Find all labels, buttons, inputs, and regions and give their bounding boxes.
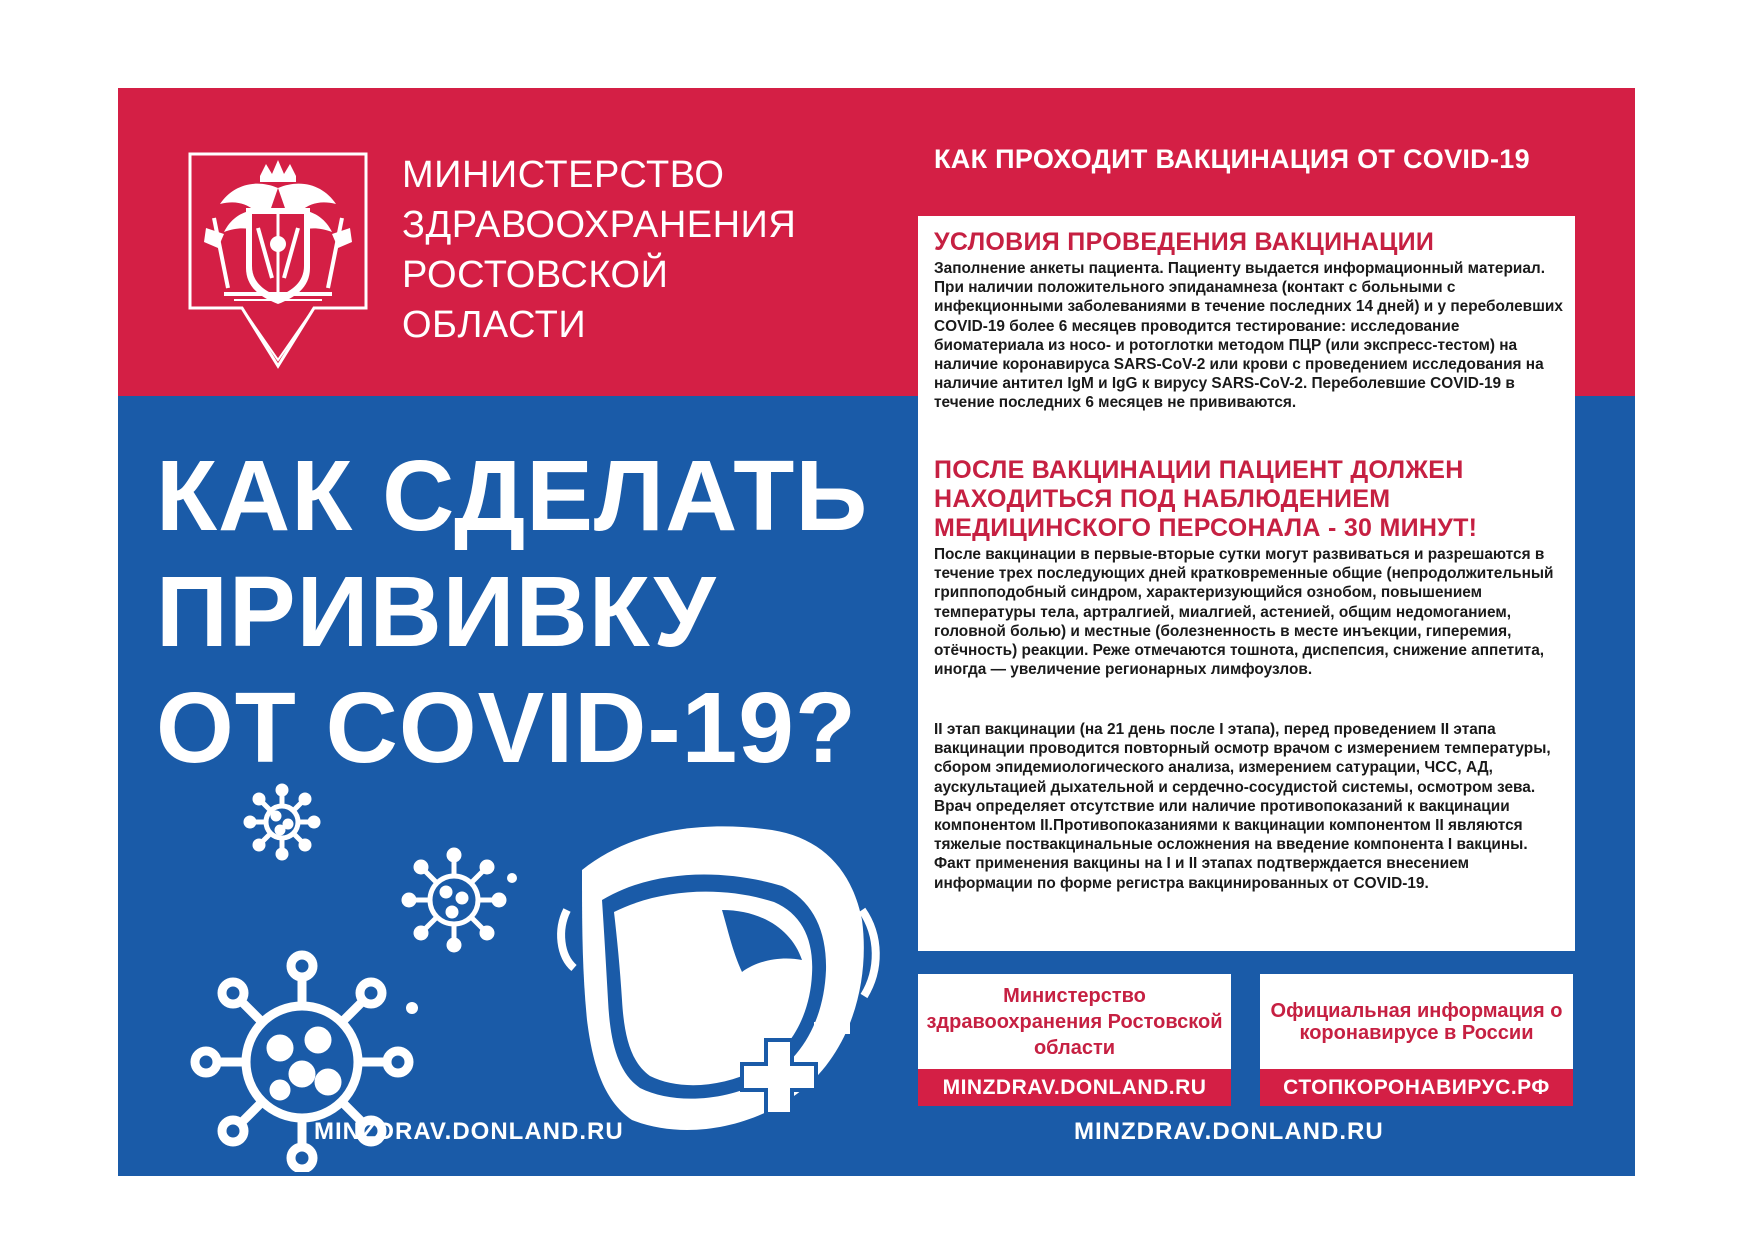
virus-icon [404, 850, 504, 950]
main-headline [156, 438, 868, 786]
virus-icon [246, 786, 318, 858]
face-mask-icon [561, 826, 876, 1130]
conditions-text: Заполнение анкеты пациента. Пациенту выдается информационный материал. При наличии положительного эпиданамнеза (контакт с больными с инфекционными заболеваниями в течение последних 14 дней) и у переболевших COVID-19 более 6 месяцев проводится тестирование: исследование биоматериала из носо- и ротоглотки методом ПЦР (или экспресс-тестом) на наличие коронавируса SARS-CoV-2 или крови с проведением исследования на наличие антител IgM и IgG к вирусу SARS-CoV-2. Переболевшие COVID-19 в течение последних 6 месяцев не прививаются. [934, 260, 1563, 412]
ministry-line: МИНИСТЕРСТВО [402, 154, 725, 196]
headline-line: ОТ COVID-19? [156, 672, 857, 784]
headline-line: КАК СДЕЛАТЬ [156, 440, 869, 552]
coat-of-arms-icon [184, 148, 372, 370]
ministry-link-url[interactable]: MINZDRAV.DONLAND.RU [918, 1069, 1231, 1106]
ministry-title [402, 150, 796, 350]
conditions-heading: УСЛОВИЯ ПРОВЕДЕНИЯ ВАКЦИНАЦИИ [934, 228, 1435, 256]
howto-title: КАК ПРОХОДИТ ВАКЦИНАЦИЯ ОТ COVID-19 [934, 144, 1530, 174]
second-stage-section [934, 718, 1564, 893]
vaccination-poster [118, 88, 1635, 1176]
stopcorona-link-label: Официальная информация о коронавирусе в России [1270, 999, 1563, 1044]
ministry-link-card[interactable] [918, 974, 1231, 1106]
footer-url-right[interactable]: MINZDRAV.DONLAND.RU [1074, 1118, 1384, 1145]
virus-icon [195, 955, 409, 1169]
second-stage-text: II этап вакцинации (на 21 день после I этапа), перед проведением II этапа вакцинации проводится повторный осмотр врачом с измерением температуры, сбором эпидемиологического анализа, измерением сатурации, ЧСС, АД, аускультацией дыхательной и сердечно-сосудистой системы, осмотром зева. Врач определяет отсутствие или наличие противопоказаний к вакцинации компонентом II.Противопоказаниями к вакцинации компонентом II являются тяжелые поствакцинальные осложнения на введение компонента I вакцины. Факт применения вакцины на I и II этапах подтверждается внесением информации по форме регистра вакцинированных от COVID-19. [934, 721, 1551, 892]
info-card [918, 216, 1575, 951]
ministry-line: ОБЛАСТИ [402, 304, 587, 346]
observation-section [934, 456, 1564, 679]
stopcorona-link-url[interactable]: СТОПКОРОНАВИРУС.РФ [1260, 1069, 1573, 1106]
illustration [162, 760, 882, 1172]
ministry-line: РОСТОВСКОЙ [402, 254, 669, 296]
footer-url-left[interactable]: MINZDRAV.DONLAND.RU [314, 1118, 624, 1145]
conditions-section [934, 228, 1564, 413]
observation-text: После вакцинации в первые-вторые сутки могут развиваться и разрешаются в течение трех последующих дней кратковременные общие (непродолжительный гриппоподобный синдром, характеризующийся ознобом, повышением температуры тела, артралгией, миалгией, астенией, общим недомоганием, головной болью) и местные (болезненность в месте инъекции, гиперемия, отёчность) реакции. Реже отмечаются тошнота, диспепсия, снижение аппетита, иногда — увеличение регионарных лимфоузлов. [934, 546, 1554, 679]
ministry-link-label: Министерство здравоохранения Ростовской области [926, 984, 1223, 1059]
observation-heading: ПОСЛЕ ВАКЦИНАЦИИ ПАЦИЕНТ ДОЛЖЕН НАХОДИТЬСЯ ПОД НАБЛЮДЕНИЕМ МЕДИЦИНСКОГО ПЕРСОНАЛА - 30 МИНУТ! [934, 456, 1478, 542]
ministry-line: ЗДРАВООХРАНЕНИЯ [402, 204, 797, 246]
headline-line: ПРИВИВКУ [156, 556, 717, 668]
stopcorona-link-card[interactable] [1260, 974, 1573, 1106]
